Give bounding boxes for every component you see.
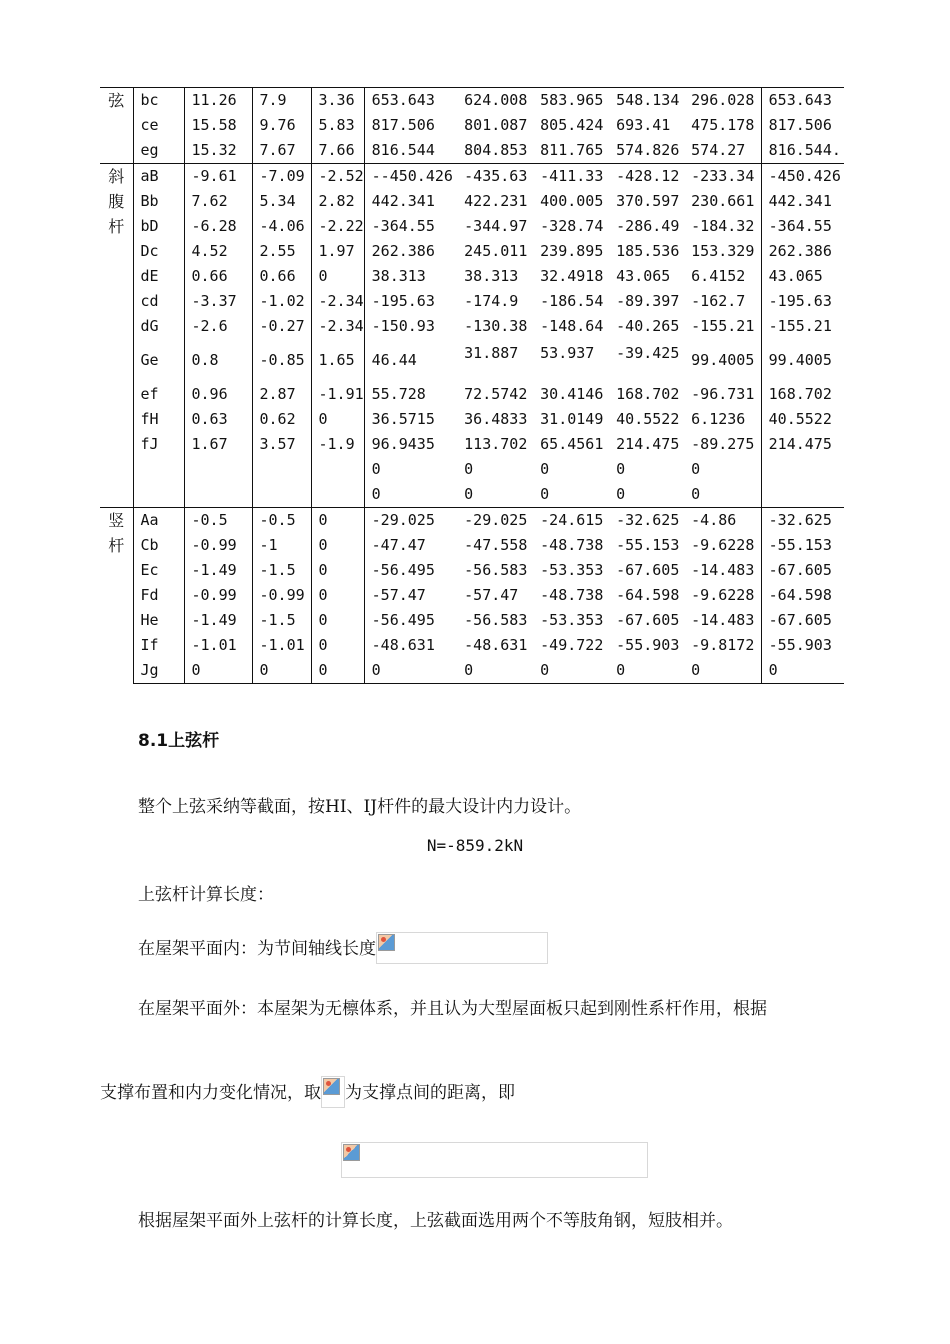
value-cell: 230.661 [691, 192, 755, 210]
value-cell: -1.01 [184, 633, 252, 658]
value-cell: 574.27 [691, 141, 746, 159]
value-cell: 1.67 [184, 432, 252, 457]
table-row [100, 633, 844, 658]
value-cell: 0 [311, 658, 364, 684]
value-cell: -1.9 [311, 432, 364, 457]
value-cell: 816.544. [761, 138, 844, 164]
value-cell: -0.5 [184, 508, 252, 534]
value-cell: -0.5 [252, 508, 311, 534]
value-cell: 0 [761, 658, 844, 684]
value-cell: 0 [311, 264, 364, 289]
table-row [100, 314, 844, 339]
value-cell: -428.12 [609, 164, 684, 190]
value-cell: 2.82 [311, 189, 364, 214]
value-cell: 0 [311, 583, 364, 608]
value-cell: 0 [533, 658, 609, 684]
table-row [100, 533, 844, 558]
value-cell: 15.32 [184, 138, 252, 164]
value-cell: -56.495 [364, 608, 457, 633]
axial-force-equation: N=-859.2kN [426, 836, 524, 855]
value-cell: -2.52 [311, 164, 364, 190]
paragraph-support-layout [100, 1078, 515, 1108]
value-cell: -39.425 [616, 344, 680, 362]
value-cell: 11.26 [184, 88, 252, 114]
value-cell: 168.702 [761, 382, 844, 407]
formula-image-placeholder [376, 932, 548, 964]
value-cell: 0 [616, 460, 626, 478]
value-cell: 0 [691, 460, 701, 478]
value-cell: 262.386 [364, 239, 457, 264]
value-cell: 2.55 [252, 239, 311, 264]
value-cell: -9.6228 [691, 586, 755, 604]
value-cell: 96.9435 [364, 432, 457, 457]
category-char: 杆 [108, 536, 125, 555]
member-name-cell: Aa [133, 508, 184, 534]
paragraph-calc-length: 上弦杆计算长度： [138, 885, 274, 905]
value-cell: -1.5 [252, 558, 311, 583]
member-name-cell: ef [140, 385, 159, 403]
value-cell [311, 482, 364, 508]
value-cell: -1.02 [252, 289, 311, 314]
value-cell: 168.702 [616, 385, 680, 403]
table-row [100, 407, 844, 432]
value-cell [184, 482, 252, 508]
value-cell: -155.21 [761, 314, 844, 339]
value-cell: 442.341 [761, 189, 844, 214]
value-cell: 32.4918 [540, 267, 604, 285]
value-cell: 0 [609, 658, 684, 684]
value-cell: 0.66 [252, 264, 311, 289]
value-cell: 214.475 [616, 435, 680, 453]
support-text-a: 支撑布置和内力变化情况，取 [100, 1083, 321, 1103]
value-cell [252, 482, 311, 508]
value-cell: 400.005 [540, 192, 604, 210]
value-cell: -2.34 [311, 289, 364, 314]
value-cell: -0.99 [184, 583, 252, 608]
value-cell: 0 [311, 533, 364, 558]
member-name-cell: bD [140, 217, 159, 235]
value-cell: -47.47 [364, 533, 457, 558]
value-cell: -450.426 [761, 164, 844, 190]
value-cell: 6.1236 [691, 410, 746, 428]
value-cell: -9.8172 [691, 636, 755, 654]
broken-image-icon [378, 934, 395, 951]
value-cell: 46.44 [364, 339, 457, 382]
value-cell: 475.178 [691, 116, 755, 134]
table-row [100, 189, 844, 214]
value-cell: 9.76 [252, 113, 311, 138]
value-cell: -67.605 [616, 561, 680, 579]
value-cell: 0.63 [184, 407, 252, 432]
value-cell: 185.536 [616, 242, 680, 260]
value-cell: 653.643 [364, 88, 457, 114]
value-cell: 40.5522 [761, 407, 844, 432]
value-cell: -7.09 [252, 164, 311, 190]
table-row [100, 558, 844, 583]
value-cell: 40.5522 [616, 410, 680, 428]
table-row [100, 214, 844, 239]
value-cell: -364.55 [761, 214, 844, 239]
member-name-cell: fJ [140, 435, 159, 453]
value-cell: -148.64 [540, 317, 604, 335]
value-cell: 0 [616, 485, 626, 503]
member-category-label [100, 88, 133, 164]
value-cell: 55.728 [364, 382, 457, 407]
value-cell: -32.625 [761, 508, 844, 534]
value-cell: 7.62 [184, 189, 252, 214]
value-cell: 7.66 [311, 138, 364, 164]
value-cell: 214.475 [761, 432, 844, 457]
value-cell: -344.97 [464, 217, 528, 235]
value-cell: 0 [691, 485, 701, 503]
value-cell: 0 [311, 407, 364, 432]
value-cell: -55.903 [761, 633, 844, 658]
internal-force-table [100, 87, 844, 684]
value-cell: 3.36 [311, 88, 364, 114]
value-cell: 0 [540, 460, 550, 478]
value-cell: -184.32 [691, 217, 755, 235]
value-cell: 36.5715 [364, 407, 457, 432]
value-cell: 811.765 [540, 141, 604, 159]
value-cell [761, 482, 844, 508]
table-row [100, 264, 844, 289]
member-name-cell: Ec [140, 561, 159, 579]
value-cell: -53.353 [540, 611, 604, 629]
value-cell: -14.483 [691, 611, 755, 629]
table-row [100, 164, 844, 190]
value-cell: 43.065 [761, 264, 844, 289]
table-row [100, 583, 844, 608]
value-cell: -2.34 [311, 314, 364, 339]
member-name-cell [133, 457, 184, 482]
value-cell: 30.4146 [540, 385, 604, 403]
value-cell: -435.63 [457, 164, 533, 190]
value-cell: -1.01 [252, 633, 311, 658]
category-char: 腹 [108, 192, 125, 211]
value-cell: -4.86 [684, 508, 761, 534]
value-cell: 804.853 [464, 141, 528, 159]
table-row [100, 239, 844, 264]
member-name-cell: Bb [140, 192, 159, 210]
value-cell: -195.63 [761, 289, 844, 314]
value-cell: -130.38 [464, 317, 528, 335]
category-char: 弦 [108, 91, 125, 110]
value-cell: -186.54 [540, 292, 604, 310]
value-cell: -67.605 [616, 611, 680, 629]
value-cell: 0 [540, 485, 550, 503]
value-cell: -174.9 [464, 292, 519, 310]
table-row [100, 508, 844, 534]
value-cell: 0 [311, 558, 364, 583]
value-cell: 31.887 [464, 344, 519, 362]
value-cell: 0 [311, 633, 364, 658]
value-cell: -195.63 [364, 289, 457, 314]
value-cell: -40.265 [616, 317, 680, 335]
member-name-cell: Fd [140, 586, 159, 604]
value-cell: 583.965 [533, 88, 609, 114]
section-heading: 8.1上弦杆 [138, 731, 220, 751]
value-cell: 1.65 [311, 339, 364, 382]
value-cell: 805.424 [540, 116, 604, 134]
value-cell: 0.66 [184, 264, 252, 289]
value-cell: -1.49 [184, 608, 252, 633]
symbol-image-placeholder [321, 1076, 345, 1108]
value-cell: 36.4833 [464, 410, 528, 428]
value-cell: 574.826 [616, 141, 680, 159]
value-cell: -233.34 [684, 164, 761, 190]
value-cell: 3.57 [252, 432, 311, 457]
member-name-cell: cd [140, 292, 159, 310]
member-name-cell: Dc [140, 242, 159, 260]
value-cell: 0 [311, 608, 364, 633]
value-cell: -2.22 [311, 214, 364, 239]
value-cell [184, 457, 252, 482]
table-row [100, 339, 844, 382]
value-cell: -155.21 [691, 317, 755, 335]
value-cell: -96.731 [691, 385, 755, 403]
value-cell: 153.329 [691, 242, 755, 260]
paragraph-in-plane [138, 934, 548, 964]
value-cell: 99.4005 [761, 339, 844, 382]
category-char: 杆 [108, 217, 125, 236]
value-cell: 0 [252, 658, 311, 684]
member-name-cell: Jg [133, 658, 184, 684]
member-name-cell: Ge [140, 351, 159, 369]
table-row [100, 482, 844, 508]
value-cell: 817.506 [761, 113, 844, 138]
value-cell [252, 457, 311, 482]
value-cell: -1.5 [252, 608, 311, 633]
member-name-cell: bc [133, 88, 184, 114]
value-cell: -0.99 [252, 583, 311, 608]
value-cell: -364.55 [364, 214, 457, 239]
table-row [100, 113, 844, 138]
value-cell: -47.558 [464, 536, 528, 554]
value-cell: 801.087 [464, 116, 528, 134]
value-cell: 548.134 [609, 88, 684, 114]
value-cell: 0 [364, 658, 457, 684]
value-cell: -3.37 [184, 289, 252, 314]
paragraph-section-choice: 根据屋架平面外上弦杆的计算长度，上弦截面选用两个不等肢角钢，短肢相并。 [138, 1211, 733, 1231]
value-cell: -55.153 [616, 536, 680, 554]
value-cell: 53.937 [540, 344, 595, 362]
value-cell: -89.275 [691, 435, 755, 453]
value-cell: -411.33 [533, 164, 609, 190]
value-cell: 0 [457, 658, 533, 684]
member-name-cell: eg [140, 141, 159, 159]
value-cell: 653.643 [761, 88, 844, 114]
value-cell: -48.738 [540, 586, 604, 604]
value-cell: -6.28 [184, 214, 252, 239]
value-cell: 38.313 [464, 267, 519, 285]
member-name-cell: dG [140, 317, 159, 335]
member-name-cell: Cb [140, 536, 159, 554]
value-cell: 2.87 [252, 382, 311, 407]
value-cell: 0 [464, 485, 474, 503]
value-cell: 43.065 [616, 267, 671, 285]
value-cell: 7.9 [252, 88, 311, 114]
value-cell: -1.49 [184, 558, 252, 583]
value-cell: -56.583 [464, 561, 528, 579]
category-char: 竖 [108, 511, 125, 530]
value-cell: -55.153 [761, 533, 844, 558]
value-cell: -9.6228 [691, 536, 755, 554]
broken-image-icon [343, 1144, 360, 1161]
value-cell: 693.41 [616, 116, 671, 134]
value-cell: -53.353 [540, 561, 604, 579]
value-cell: 0 [684, 658, 761, 684]
table-row [100, 608, 844, 633]
value-cell: 6.4152 [691, 267, 746, 285]
value-cell: -89.397 [616, 292, 680, 310]
table-row [100, 457, 844, 482]
table-row [100, 382, 844, 407]
table-row [100, 432, 844, 457]
value-cell: -328.74 [540, 217, 604, 235]
value-cell: -1.91 [311, 382, 364, 407]
value-cell: 0 [311, 508, 364, 534]
value-cell: 370.597 [616, 192, 680, 210]
value-cell: -0.27 [252, 314, 311, 339]
value-cell: -67.605 [761, 558, 844, 583]
value-cell: -286.49 [616, 217, 680, 235]
member-name-cell: He [140, 611, 159, 629]
value-cell: 0 [364, 482, 457, 508]
paragraph-design-basis: 整个上弦采纳等截面，按HI、IJ杆件的最大设计内力设计。 [138, 797, 582, 817]
value-cell: 15.58 [184, 113, 252, 138]
value-cell: -48.738 [540, 536, 604, 554]
value-cell: 1.97 [311, 239, 364, 264]
value-cell: -0.99 [184, 533, 252, 558]
value-cell: --450.426 [364, 164, 457, 190]
value-cell: -49.722 [540, 636, 604, 654]
table-body [100, 88, 844, 684]
paragraph-out-of-plane: 在屋架平面外：本屋架为无檩体系，并且认为大型屋面板只起到刚性系杆作用，根据 [138, 999, 767, 1019]
value-cell: 0.8 [184, 339, 252, 382]
value-cell: 31.0149 [540, 410, 604, 428]
value-cell: -64.598 [761, 583, 844, 608]
value-cell: -48.631 [464, 636, 528, 654]
support-text-b: 为支撑点间的距离，即 [345, 1083, 515, 1103]
value-cell: -2.6 [184, 314, 252, 339]
value-cell [761, 457, 844, 482]
value-cell: -57.47 [464, 586, 519, 604]
member-category-label [100, 508, 133, 684]
category-char: 斜 [108, 167, 125, 186]
value-cell: 296.028 [684, 88, 761, 114]
member-name-cell: ce [140, 116, 159, 134]
member-name-cell: aB [133, 164, 184, 190]
broken-image-icon [323, 1078, 340, 1095]
value-cell: 7.67 [252, 138, 311, 164]
value-cell: 442.341 [364, 189, 457, 214]
value-cell [311, 457, 364, 482]
member-name-cell: fH [140, 410, 159, 428]
table-row [100, 88, 844, 114]
member-category-label [100, 164, 133, 508]
table-row [100, 658, 844, 684]
value-cell: -32.625 [609, 508, 684, 534]
value-cell: -9.61 [184, 164, 252, 190]
value-cell: 245.011 [464, 242, 528, 260]
value-cell: -14.483 [691, 561, 755, 579]
value-cell: 239.895 [540, 242, 604, 260]
table-row [100, 289, 844, 314]
value-cell: 38.313 [364, 264, 457, 289]
value-cell: -162.7 [691, 292, 746, 310]
value-cell: -64.598 [616, 586, 680, 604]
value-cell: -56.583 [464, 611, 528, 629]
value-cell: 113.702 [464, 435, 528, 453]
value-cell: -24.615 [533, 508, 609, 534]
member-name-cell [133, 482, 184, 508]
value-cell: 0.96 [184, 382, 252, 407]
value-cell: -67.605 [761, 608, 844, 633]
in-plane-text: 在屋架平面内：为节间轴线长度 [138, 939, 376, 959]
value-cell: -150.93 [364, 314, 457, 339]
value-cell: 0 [364, 457, 457, 482]
member-name-cell: dE [140, 267, 159, 285]
member-name-cell: If [140, 636, 159, 654]
value-cell: 65.4561 [540, 435, 604, 453]
value-cell: 262.386 [761, 239, 844, 264]
value-cell: -48.631 [364, 633, 457, 658]
value-cell: 422.231 [464, 192, 528, 210]
value-cell: 4.52 [184, 239, 252, 264]
value-cell: -57.47 [364, 583, 457, 608]
value-cell: 5.83 [311, 113, 364, 138]
value-cell: -55.903 [616, 636, 680, 654]
value-cell: 5.34 [252, 189, 311, 214]
value-cell: -56.495 [364, 558, 457, 583]
value-cell: -0.85 [252, 339, 311, 382]
value-cell: 0.62 [252, 407, 311, 432]
value-cell: 817.506 [364, 113, 457, 138]
value-cell: 0 [464, 460, 474, 478]
value-cell: 72.5742 [464, 385, 528, 403]
table-row [100, 138, 844, 164]
value-cell: -29.025 [364, 508, 457, 534]
value-cell: -29.025 [457, 508, 533, 534]
value-cell: -4.06 [252, 214, 311, 239]
value-cell: 816.544 [364, 138, 457, 164]
equation-image-placeholder [341, 1142, 648, 1178]
value-cell: -1 [252, 533, 311, 558]
value-cell: 99.4005 [691, 351, 755, 369]
value-cell: 0 [184, 658, 252, 684]
value-cell: 624.008 [457, 88, 533, 114]
